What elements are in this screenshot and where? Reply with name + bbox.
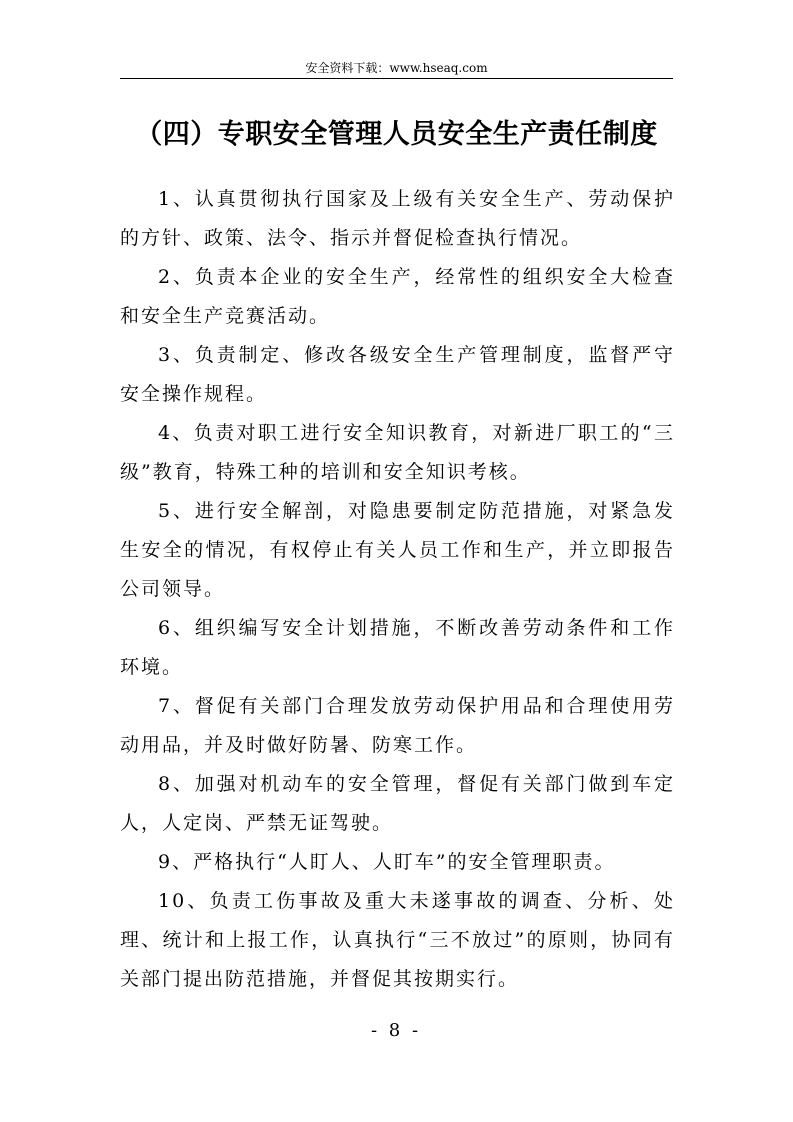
paragraph-3: 3、负责制定、修改各级安全生产管理制度，监督严守安全操作规程。 bbox=[120, 344, 675, 405]
page-number: - 8 - bbox=[370, 1020, 422, 1041]
paragraph-5: 5、进行安全解剖，对隐患要制定防范措施，对紧急发生安全的情况，有权停止有关人员工作和生产，并立即报告公司领导。 bbox=[120, 500, 675, 600]
paragraph-2: 2、负责本企业的安全生产，经常性的组织安全大检查和安全生产竞赛活动。 bbox=[120, 266, 675, 327]
paragraph-4: 4、负责对职工进行安全知识教育，对新进厂职工的“三级”教育，特殊工种的培训和安全知识考核。 bbox=[120, 422, 675, 483]
document-body bbox=[120, 180, 675, 999]
paragraph-8: 8、加强对机动车的安全管理，督促有关部门做到车定人，人定岗、严禁无证驾驶。 bbox=[120, 773, 675, 834]
paragraph-9: 9、严格执行“人盯人、人盯车”的安全管理职责。 bbox=[158, 851, 616, 873]
paragraph-1: 1、认真贯彻执行国家及上级有关安全生产、劳动保护的方针、政策、法令、指示并督促检查执行情况。 bbox=[120, 188, 675, 249]
paragraph-6: 6、组织编写安全计划措施，不断改善劳动条件和工作环境。 bbox=[120, 617, 675, 678]
paragraph-10: 10、负责工伤事故及重大未遂事故的调查、分析、处理、统计和上报工作，认真执行“三不放过”的原则，协同有关部门提出防范措施，并督促其按期实行。 bbox=[120, 890, 675, 990]
paragraph-7: 7、督促有关部门合理发放劳动保护用品和合理使用劳动用品，并及时做好防暑、防寒工作。 bbox=[120, 695, 675, 756]
document-title: （四）专职安全管理人员安全生产责任制度 bbox=[135, 119, 658, 150]
page-header: 安全资料下载：www.hseaq.com bbox=[305, 61, 488, 75]
header-divider bbox=[120, 78, 673, 79]
